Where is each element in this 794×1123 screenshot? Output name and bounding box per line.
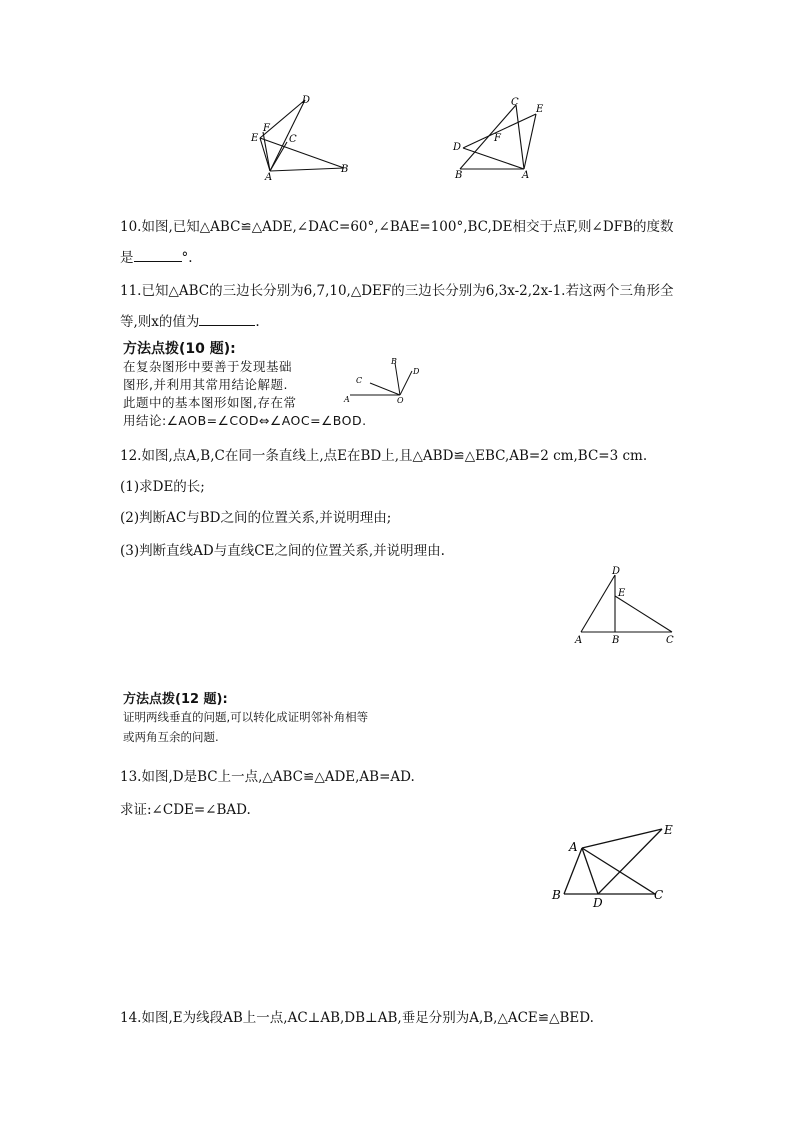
fig12-label-c: C [666,635,674,646]
tip-10-line: 在复杂图形中要善于发现基础 [123,359,293,374]
fig1-label-a: A [265,172,273,182]
fig12-label-b: B [612,635,620,646]
question-11-prefix: 等,则x的值为 [120,314,200,330]
tip-10-line: 用结论:∠AOB=∠COD⇔∠AOC=∠BOD. [123,413,367,428]
figure-q13 [548,818,683,913]
fig2-label-b: B [455,170,463,181]
question-12-part3: (3)判断直线AD与直线CE之间的位置关系,并说明理由. [120,543,445,559]
question-14-stem: 14.如图,E为线段AB上一点,AC⊥AB,DB⊥AB,垂足分别为A,B,△ACE≌△BED. [120,1010,594,1026]
figure-tip-10 [340,355,425,405]
fig12-label-e: E [618,588,626,599]
tip-fig-label-d: D [413,367,420,376]
answer-blank-q10[interactable] [134,247,182,262]
question-11-line2 [120,311,260,332]
tip-fig-label-o: O [397,396,404,405]
tip-10-title: 方法点拨(10 题): [123,341,236,357]
question-12-stem: 12.如图,点A,B,C在同一条直线上,点E在BD上,且△ABD≌△EBC,AB=2 cm,BC=3 cm. [120,448,648,464]
question-10-line1: 10.如图,已知△ABC≌△ADE,∠DAC=60°,∠BAE=100°,BC,DE相交于点F,则∠DFB的度数 [120,219,674,235]
question-11-line1: 11.已知△ABC的三边长分别为6,7,10,△DEF的三边长分别为6,3x-2,2x-1.若这两个三角形全 [120,283,674,299]
question-10-line2 [120,247,193,268]
figure-q10-alt [448,92,558,182]
question-10-suffix: °. [181,250,193,266]
tip-10-line: 此题中的基本图形如图,存在常 [123,395,297,410]
tip-fig-label-a: A [344,395,350,404]
fig2-label-c: C [511,97,519,108]
fig1-label-f: F [263,123,270,134]
fig12-label-a: A [575,635,583,646]
figure-q10 [245,92,360,182]
tip-fig-label-c: C [356,376,363,385]
fig13-label-d: D [593,896,603,910]
fig1-label-c: C [289,134,297,145]
fig2-label-f: F [494,133,501,144]
figure-q12 [570,563,682,648]
method-tip-12 [123,688,368,747]
question-12-part1: (1)求DE的长; [120,479,205,495]
question-12-part2: (2)判断AC与BD之间的位置关系,并说明理由; [120,510,392,526]
fig2-label-a: A [522,170,530,181]
question-11-suffix: . [255,314,260,330]
tip-12-title: 方法点拨(12 题): [123,692,228,707]
question-13-stem: 13.如图,D是BC上一点,△ABC≌△ADE,AB=AD. [120,769,415,785]
tip-12-line: 证明两线垂直的问题,可以转化成证明邻补角相等 [123,710,369,724]
answer-blank-q11[interactable] [199,311,255,326]
fig12-label-d: D [612,566,621,577]
tip-fig-label-b: B [391,357,397,366]
question-13-prove: 求证:∠CDE=∠BAD. [120,802,251,818]
fig13-label-a: A [569,840,578,854]
fig2-label-d: D [453,142,462,153]
tip-10-line: 图形,并利用其常用结论解题. [123,377,288,392]
fig1-label-d: D [302,95,311,106]
method-tip-10 [123,338,367,430]
fig13-label-e: E [664,823,673,837]
fig13-label-c: C [654,888,664,902]
tip-12-line: 或两角互余的问题. [123,730,219,744]
fig1-label-b: B [341,164,349,175]
fig1-label-e: E [251,133,259,144]
question-10-prefix: 是 [120,250,134,266]
fig2-label-e: E [536,104,544,115]
fig13-label-b: B [552,888,561,902]
